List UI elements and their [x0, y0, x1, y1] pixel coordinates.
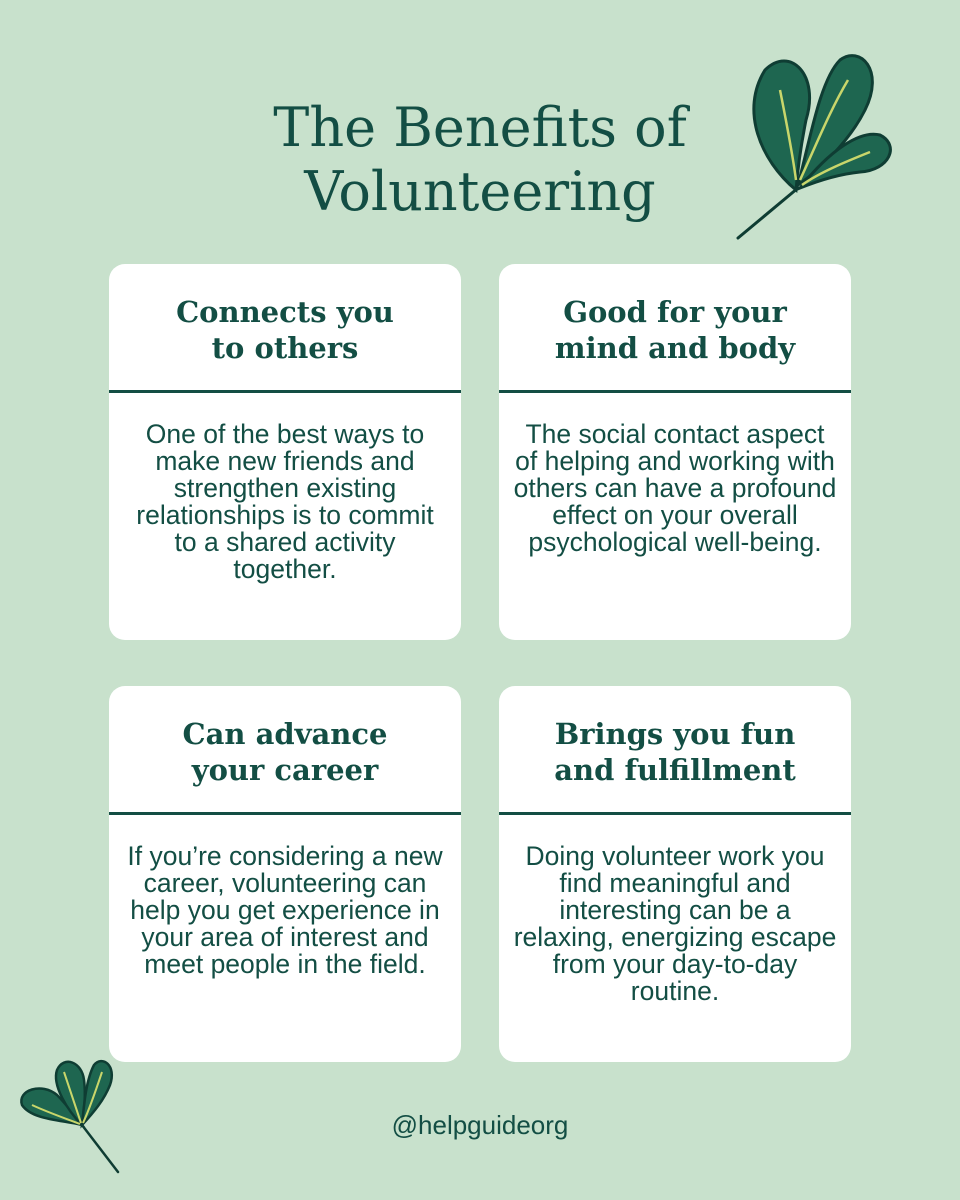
- card-heading-line: Good for your: [563, 295, 787, 329]
- card-heading: [499, 264, 851, 393]
- card-heading-line: Connects you: [176, 295, 394, 329]
- title-line-1: The Benefits of: [273, 96, 687, 159]
- card-connects-you: [109, 264, 461, 640]
- title-line-2: Volunteering: [304, 160, 656, 223]
- card-heading-line: Brings you fun: [554, 717, 796, 751]
- card-heading-line: Can advance: [182, 717, 388, 751]
- card-heading: [499, 686, 851, 815]
- card-mind-and-body: [499, 264, 851, 640]
- card-heading-line: mind and body: [554, 331, 796, 365]
- card-body: Doing volunteer work you find meaningful and interesting can be a relaxing, energizing escape from your day-to-day routine.: [513, 841, 837, 1006]
- card-body: One of the best ways to make new friends and strengthen existing relationships is to commit to a shared activity together.: [136, 419, 434, 584]
- social-handle: @helpguideorg: [391, 1110, 569, 1140]
- card-body: The social contact aspect of helping and working with others can have a profound effect on your overall psychological well-being.: [513, 419, 837, 557]
- card-heading-line: to others: [211, 331, 359, 365]
- card-heading-line: your career: [191, 753, 379, 787]
- card-heading: [109, 264, 461, 393]
- card-body: If you’re considering a new career, volunteering can help you get experience in your area of interest and meet people in the field.: [127, 841, 443, 979]
- card-heading-line: and fulfillment: [554, 753, 796, 787]
- card-heading: [109, 686, 461, 815]
- leaf-icon: [720, 40, 900, 250]
- card-career: [109, 686, 461, 1062]
- card-fun-and-fulfillment: [499, 686, 851, 1062]
